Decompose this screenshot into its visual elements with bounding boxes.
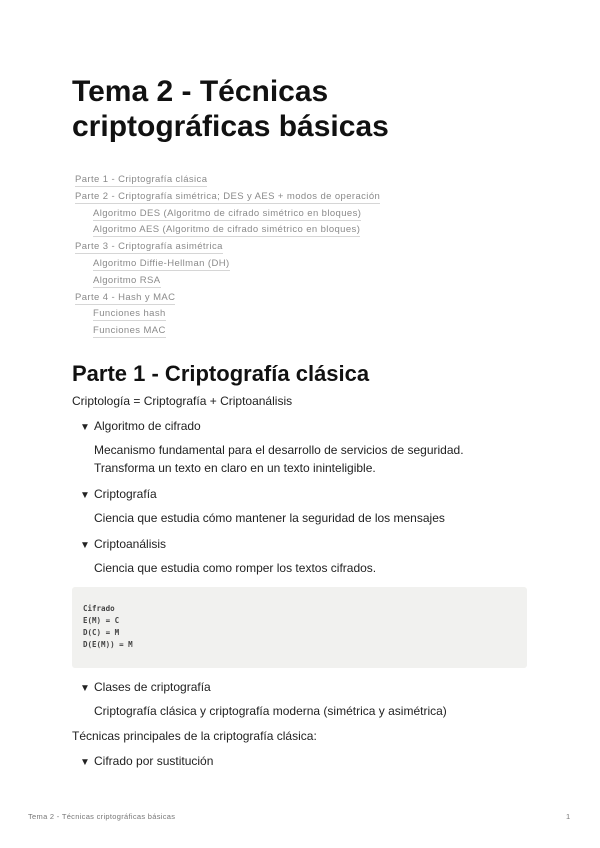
toc-item[interactable]	[75, 288, 535, 305]
toc-link[interactable]: Parte 2 - Criptografía simétrica; DES y AES + modos de operación	[75, 190, 381, 202]
code-line: Cifrado	[83, 604, 115, 613]
toggle-label[interactable]: Criptoanálisis	[94, 537, 167, 551]
toggle-clases-de-criptografia[interactable]	[80, 679, 211, 697]
toggle-body: Ciencia que estudia como romper los textos cifrados.	[94, 561, 377, 575]
toc-item[interactable]	[75, 204, 535, 221]
triangle-down-icon[interactable]: ▼	[80, 683, 90, 694]
toggle-label[interactable]: Algoritmo de cifrado	[94, 419, 201, 433]
triangle-down-icon[interactable]: ▼	[80, 540, 90, 551]
table-of-contents	[75, 170, 535, 338]
toc-item[interactable]	[75, 220, 535, 237]
triangle-down-icon[interactable]: ▼	[80, 757, 90, 768]
toggle-body: Transforma un texto en claro en un texto ininteligible.	[94, 461, 376, 475]
toc-item[interactable]	[75, 170, 535, 187]
toc-item[interactable]	[75, 254, 535, 271]
toggle-body: Ciencia que estudia cómo mantener la seguridad de los mensajes	[94, 511, 445, 525]
code-line: D(E(M)) = M	[83, 640, 133, 649]
page-title: Tema 2 - Técnicas criptográficas básicas	[72, 75, 389, 143]
toc-item[interactable]	[75, 321, 535, 338]
toc-link[interactable]: Funciones MAC	[93, 325, 166, 337]
toggle-criptoanalisis[interactable]	[80, 536, 166, 554]
toc-item[interactable]	[75, 237, 535, 254]
toc-link[interactable]: Parte 4 - Hash y MAC	[75, 291, 176, 303]
toc-item[interactable]	[75, 304, 535, 321]
toc-link[interactable]: Parte 1 - Criptografía clásica	[75, 174, 208, 185]
toc-link[interactable]: Algoritmo RSA	[93, 274, 161, 286]
toggle-algoritmo-de-cifrado[interactable]	[80, 418, 201, 436]
intro-text: Criptología = Criptografía + Criptoanálisis	[72, 394, 293, 408]
toggle-label[interactable]: Clases de criptografía	[94, 680, 211, 694]
page-number: 1	[566, 812, 571, 821]
toggle-cifrado-por-sustitucion[interactable]	[80, 753, 213, 771]
toggle-criptografia[interactable]	[80, 486, 157, 504]
tecnicas-text: Técnicas principales de la criptografía clásica:	[72, 729, 317, 743]
toc-link[interactable]: Algoritmo AES (Algoritmo de cifrado simétrico en bloques)	[93, 224, 361, 236]
toggle-label[interactable]: Criptografía	[94, 487, 157, 501]
toggle-body: Criptografía clásica y criptografía moderna (simétrica y asimétrica)	[94, 704, 447, 718]
toc-link[interactable]: Parte 3 - Criptografía asimétrica	[75, 241, 223, 253]
toc-link[interactable]: Algoritmo Diffie-Hellman (DH)	[93, 257, 230, 269]
toc-link[interactable]: Funciones hash	[93, 308, 166, 320]
toc-link[interactable]: Algoritmo DES (Algoritmo de cifrado simétrico en bloques)	[93, 207, 362, 219]
code-line: E(M) = C	[83, 616, 120, 625]
toc-item[interactable]	[75, 187, 535, 204]
triangle-down-icon[interactable]: ▼	[80, 422, 90, 433]
triangle-down-icon[interactable]: ▼	[80, 490, 90, 501]
toc-item[interactable]	[75, 271, 535, 288]
toggle-label[interactable]: Cifrado por sustitución	[94, 754, 214, 768]
footer-title: Tema 2 - Técnicas criptográficas básicas	[28, 812, 176, 821]
section-heading: Parte 1 - Criptografía clásica	[72, 361, 370, 386]
code-line: D(C) = M	[83, 628, 120, 637]
toggle-body: Mecanismo fundamental para el desarrollo de servicios de seguridad.	[94, 443, 464, 457]
code-block[interactable]	[72, 587, 527, 668]
